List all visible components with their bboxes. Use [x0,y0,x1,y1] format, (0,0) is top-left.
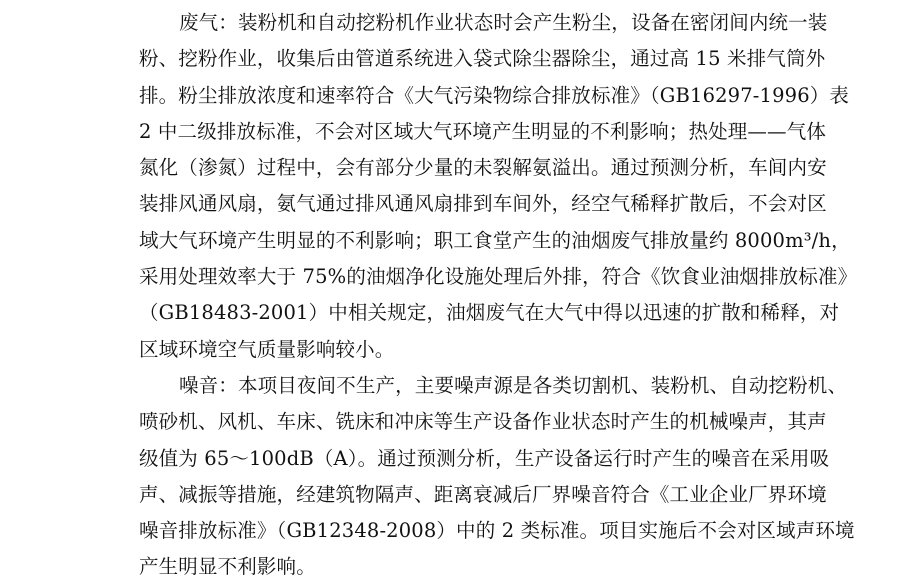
text-line: （GB18483-2001）中相关规定，油烟废气在大气中得以迅速的扩散和稀释，对 [139,301,840,325]
text-line: 废气：装粉机和自动挖粉机作业状态时会产生粉尘，设备在密闭间内统一装 [179,11,828,34]
text-line: 区域环境空气质量影响较小。 [139,337,395,361]
paragraph-exhaust-gas [139,5,858,368]
text-line: 采用处理效率大于 75%的油烟净化设施处理后外排，符合《饮食业油烟排放标准》 [139,265,858,289]
text-line: 喷砂机、风机、车床、铣床和冲床等生产设备作业状态时产生的机械噪声，其声 [139,410,827,434]
text-line: 噪音：本项目夜间不生产，主要噪声源是各类切割机、装粉机、自动挖粉机、 [179,373,848,397]
text-line: 装排风通风扇，氨气通过排风通风扇排到车间外，经空气稀释扩散后，不会对区 [139,192,827,216]
text-line: 粉、挖粉作业，收集后由管道系统进入袋式除尘器除尘，通过高 15 米排气筒外 [139,47,826,71]
paragraph-noise [139,368,855,586]
text-line: 声、减振等措施，经建筑物隔声、距离衰减后厂界噪音符合《工业企业厂界环境 [139,482,827,506]
document-body [139,5,858,586]
text-line: 级值为 65～100dB（A）。通过预测分析，生产设备运行时产生的噪音在采用吸 [139,446,830,470]
text-line: 噪音排放标准》（GB12348-2008）中的 2 类标准。项目实施后不会对区域声环境 [139,519,855,543]
text-line: 域大气环境产生明显的不利影响；职工食堂产生的油烟废气排放量约 8000m³/h， [139,228,851,252]
text-line: 氮化（渗氮）过程中，会有部分少量的未裂解氨溢出。通过预测分析，车间内安 [139,156,827,180]
text-line: 排。粉尘排放浓度和速率符合《大气污染物综合排放标准》（GB16297-1996）表 [139,83,850,107]
text-line: 2 中二级排放标准，不会对区域大气环境产生明显的不利影响；热处理——气体 [139,119,827,143]
text-line: 产生明显不利影响。 [139,555,316,579]
